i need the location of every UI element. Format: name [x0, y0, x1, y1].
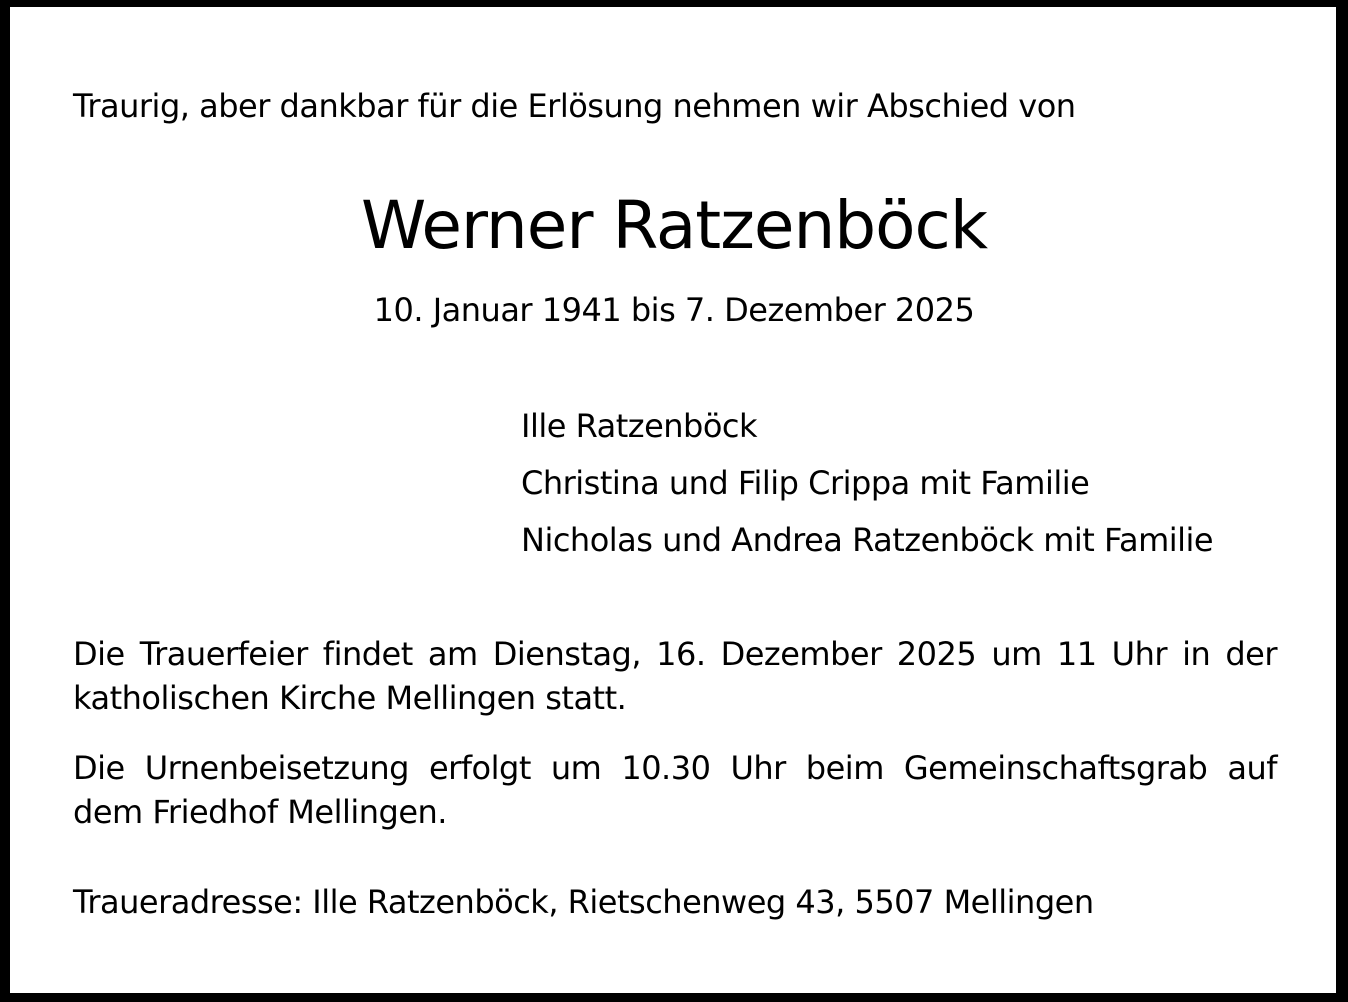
- intro-text: Traurig, aber dankbar für die Erlösung nehmen wir Abschied von: [73, 87, 1076, 125]
- burial-line-1: Die Urnenbeisetzung erfolgt um 10.30 Uhr beim Gemeinschaftsgrab auf: [73, 749, 1277, 787]
- burial-paragraph: [73, 746, 1277, 834]
- mourning-address: Traueradresse: Ille Ratzenböck, Rietschenweg 43, 5507 Mellingen: [73, 883, 1094, 921]
- ceremony-paragraph: [73, 632, 1277, 720]
- life-dates: 10. Januar 1941 bis 7. Dezember 2025: [373, 291, 975, 329]
- deceased-name: Werner Ratzenböck: [360, 187, 988, 264]
- mourner-line: Nicholas und Andrea Ratzenböck mit Familie: [521, 521, 1214, 559]
- burial-line-2: dem Friedhof Mellingen.: [73, 793, 447, 831]
- ceremony-line-2: katholischen Kirche Mellingen statt.: [73, 679, 627, 717]
- mourner-line: Ille Ratzenböck: [521, 407, 758, 445]
- mourner-line: Christina und Filip Crippa mit Familie: [521, 464, 1090, 502]
- ceremony-line-1: Die Trauerfeier findet am Dienstag, 16. Dezember 2025 um 11 Uhr in der: [73, 635, 1277, 673]
